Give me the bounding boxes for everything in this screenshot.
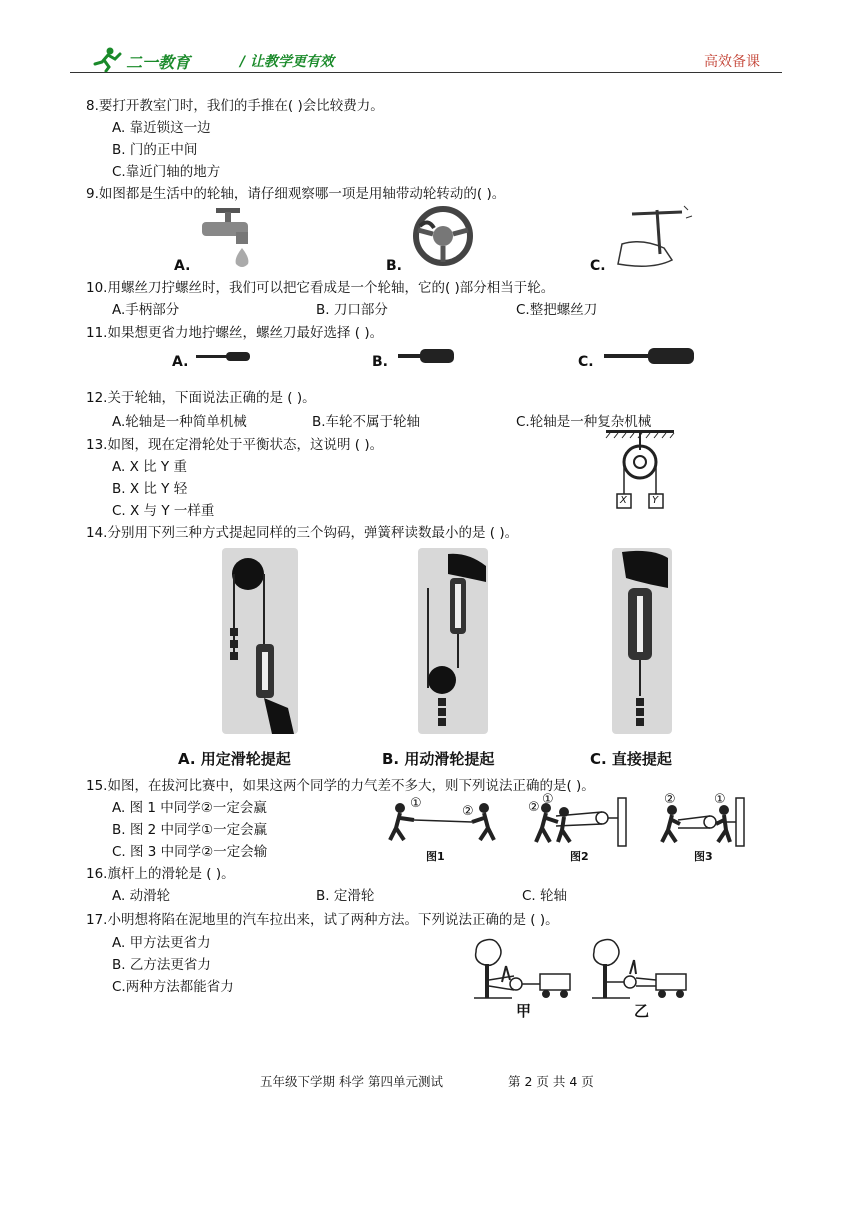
slogan: / 让教学更有效 <box>240 54 334 70</box>
q9-label-a: A. <box>174 258 191 274</box>
header-divider <box>70 72 782 73</box>
photo-direct-lift <box>612 548 672 734</box>
fig2-mark-1: ① <box>542 792 554 807</box>
q14-caption-b: B. 用动滑轮提起 <box>382 750 495 768</box>
q17-option-a: A. 甲方法更省力 <box>112 935 211 951</box>
fig3-label: 图3 <box>694 850 713 863</box>
q16-option-a: A. 动滑轮 <box>112 888 171 904</box>
footer-page-number: 第 2 页 共 4 页 <box>508 1074 594 1089</box>
steering-wheel-icon <box>410 206 476 266</box>
q15-option-b: B. 图 2 中同学①一定会赢 <box>112 822 268 838</box>
question-15: 15.如图，在拔河比赛中，如果这两个同学的力气差不多大，则下列说法正确的是( )。 <box>86 778 595 794</box>
q16-option-b: B. 定滑轮 <box>316 888 375 904</box>
box-label-x: X <box>620 495 627 506</box>
fig1-mark-1: ① <box>410 796 422 811</box>
logo-runner-icon <box>92 46 122 72</box>
q10-option-a: A.手柄部分 <box>112 302 180 318</box>
q11-label-a: A. <box>172 354 189 370</box>
fig3-mark-2: ② <box>664 792 676 807</box>
q12-option-b: B.车轮不属于轮轴 <box>312 414 421 430</box>
question-11: 11.如果想更省力地拧螺丝，螺丝刀最好选择 ( )。 <box>86 325 384 341</box>
fig1-label: 图1 <box>426 850 445 863</box>
q14-caption-a: A. 用定滑轮提起 <box>178 750 291 768</box>
fig3-mark-1: ① <box>714 792 726 807</box>
question-12: 12.关于轮轴，下面说法正确的是 ( )。 <box>86 390 316 406</box>
q8-option-a: A. 靠近锁这一边 <box>112 120 211 136</box>
screwdriver-long-thick-icon <box>604 346 694 366</box>
box-label-y: Y <box>652 495 659 506</box>
logo-text: 二一教育 <box>126 53 191 72</box>
fig2-mark-2: ② <box>528 800 540 815</box>
screwdriver-short-thick-icon <box>398 346 454 366</box>
fixed-pulley-diagram <box>604 428 676 514</box>
q17-option-b: B. 乙方法更省力 <box>112 957 211 973</box>
faucet-icon <box>196 206 262 270</box>
q17-option-c: C.两种方法都能省力 <box>112 979 234 995</box>
footer-title: 五年级下学期 科学 第四单元测试 <box>260 1074 443 1089</box>
method-yi-label: 乙 <box>634 1002 650 1020</box>
question-9: 9.如图都是生活中的轮轴，请仔细观察哪一项是用轴带动轮转动的( )。 <box>86 186 506 202</box>
photo-movable-pulley <box>418 548 488 734</box>
question-13: 13.如图，现在定滑轮处于平衡状态，这说明 ( )。 <box>86 437 384 453</box>
q10-option-c: C.整把螺丝刀 <box>516 302 598 318</box>
photo-fixed-pulley <box>222 548 298 734</box>
q12-option-a: A.轮轴是一种简单机械 <box>112 414 247 430</box>
q15-option-a: A. 图 1 中同学②一定会赢 <box>112 800 267 816</box>
tug-of-war-figure-1 <box>388 796 498 844</box>
q14-caption-c: C. 直接提起 <box>590 750 672 768</box>
q11-label-c: C. <box>578 354 594 370</box>
q15-option-c: C. 图 3 中同学②一定会输 <box>112 844 268 860</box>
question-16: 16.旗杆上的滑轮是 ( )。 <box>86 866 235 882</box>
method-jia-label: 甲 <box>516 1002 532 1020</box>
fig2-label: 图2 <box>570 850 589 863</box>
q12-option-c: C.轮轴是一种复杂机械 <box>516 414 652 430</box>
question-10: 10.用螺丝刀拧螺丝时，我们可以把它看成是一个轮轴，它的( )部分相当于轮。 <box>86 280 555 296</box>
q11-label-b: B. <box>372 354 388 370</box>
q13-option-a: A. X 比 Y 重 <box>112 459 187 475</box>
screwdriver-thin-icon <box>196 350 250 364</box>
q9-label-c: C. <box>590 258 606 274</box>
q13-option-c: C. X 与 Y 一样重 <box>112 503 215 519</box>
car-pulling-method-yi <box>590 936 694 1002</box>
question-17: 17.小明想将陷在泥地里的汽车拉出来，试了两种方法。下列说法正确的是 ( )。 <box>86 912 559 928</box>
q9-label-b: B. <box>386 258 402 274</box>
hand-spinning-propeller-icon <box>612 204 694 272</box>
question-14: 14.分别用下列三种方式提起同样的三个钩码，弹簧秤读数最小的是 ( )。 <box>86 525 519 541</box>
q10-option-b: B. 刀口部分 <box>316 302 388 318</box>
q8-option-b: B. 门的正中间 <box>112 142 198 158</box>
header <box>70 44 782 74</box>
fig1-mark-2: ② <box>462 804 474 819</box>
q13-option-b: B. X 比 Y 轻 <box>112 481 188 497</box>
car-pulling-method-jia <box>472 936 576 1002</box>
question-8: 8.要打开教室门时，我们的手推在( )会比较费力。 <box>86 98 384 114</box>
q16-option-c: C. 轮轴 <box>522 888 568 904</box>
q8-option-c: C.靠近门轴的地方 <box>112 164 221 180</box>
header-right-label: 高效备课 <box>704 54 760 70</box>
